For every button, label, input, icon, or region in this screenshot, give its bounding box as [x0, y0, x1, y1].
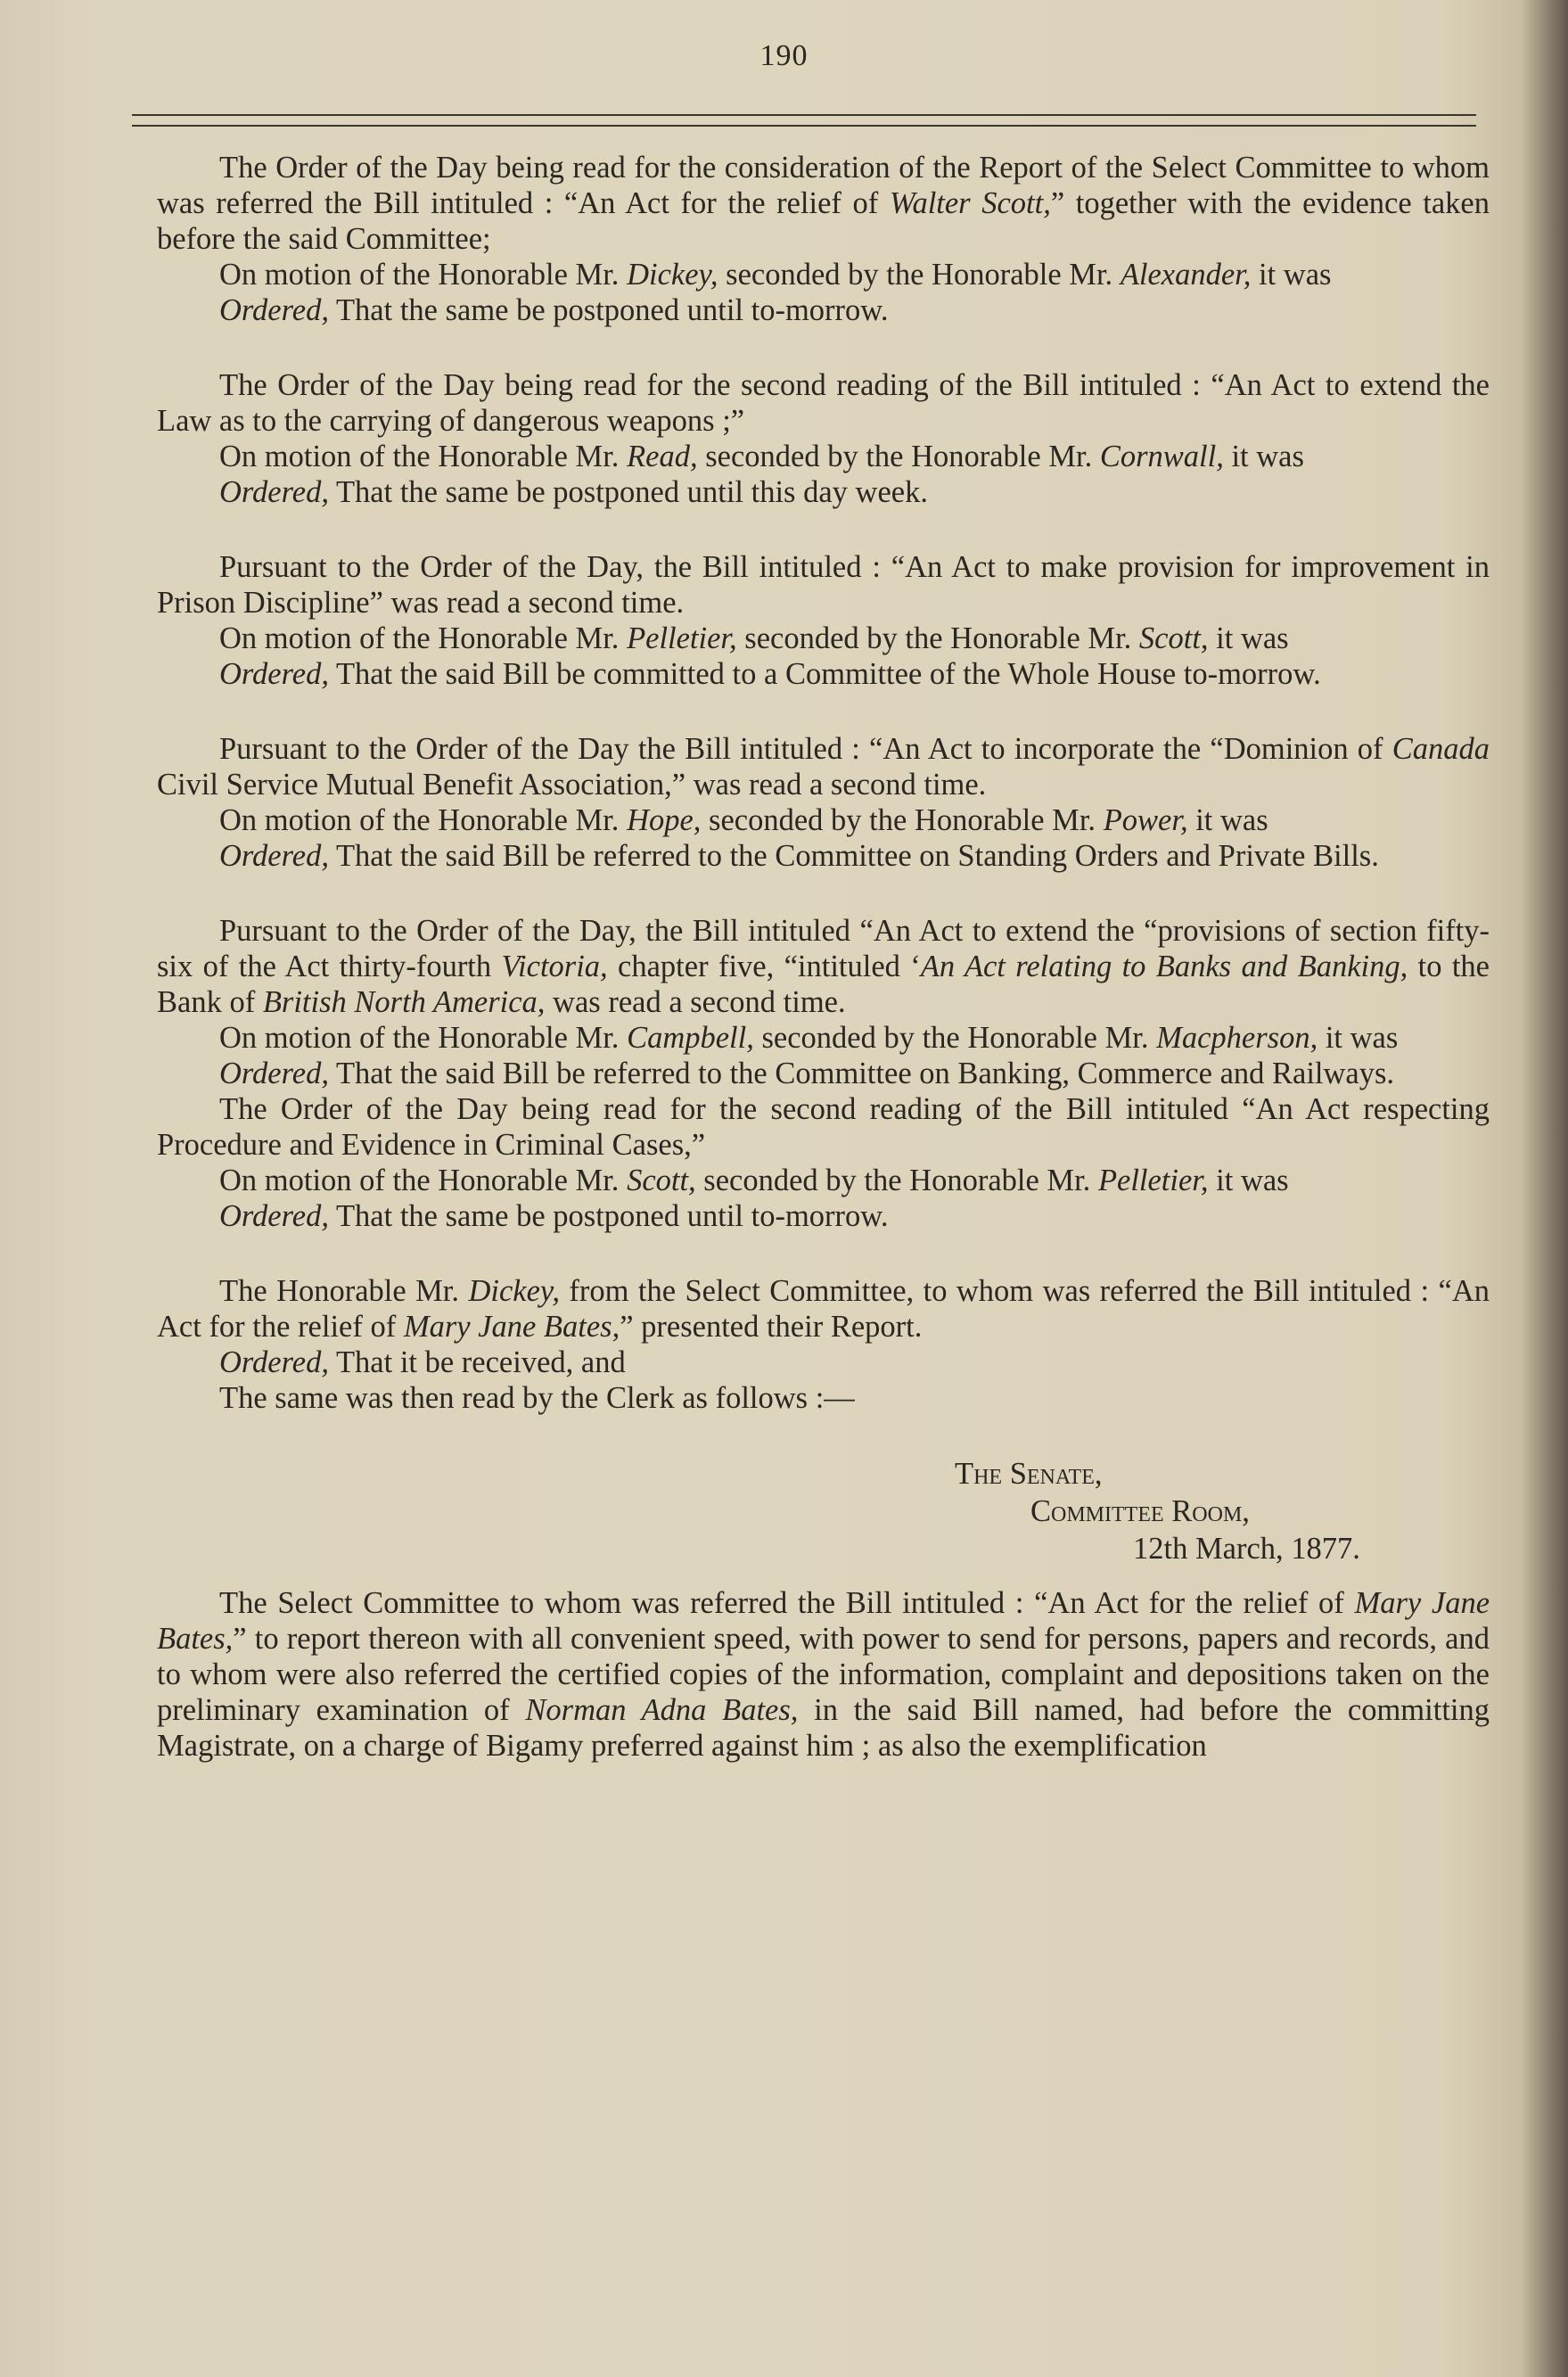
signature-senate: The Senate,	[955, 1457, 1103, 1491]
paragraph: On motion of the Honorable Mr. Scott, seconded by the Honorable Mr. Pelletier, it was	[219, 1164, 1289, 1197]
ordered-paragraph: Ordered, That the said Bill be referred to the Committee on Standing Orders and Private Bills.	[219, 839, 1379, 873]
paragraph: The Order of the Day being read for the second reading of the Bill intituled : “An Act to extend the Law as to the carrying of dangerous weapons ;”	[157, 368, 1490, 438]
paragraph: The Order of the Day being read for the second reading of the Bill intituled “An Act respecting Procedure and Evidence in Criminal Cases,”	[157, 1092, 1490, 1162]
paragraph: The same was then read by the Clerk as follows :—	[219, 1381, 855, 1415]
proceedings	[157, 150, 1490, 1416]
ordered-paragraph: Ordered, That it be received, and	[219, 1345, 626, 1379]
paragraph: Pursuant to the Order of the Day, the Bill intituled “An Act to extend the “provisions of section fifty-six of the Act thirty-fourth Victoria, chapter five, “intituled ‘An Act relating to Banks and Banking, to the Bank of British North America, was read a second time.	[157, 914, 1490, 1019]
ordered-paragraph: Ordered, That the said Bill be committed to a Committee of the Whole House to-morrow.	[219, 657, 1321, 691]
header-rule-bottom	[132, 125, 1476, 127]
page-number: 190	[759, 39, 809, 72]
signature-block	[157, 1455, 1490, 1567]
paragraph: On motion of the Honorable Mr. Read, seconded by the Honorable Mr. Cornwall, it was	[219, 440, 1304, 473]
ordered-paragraph: Ordered, That the said Bill be referred to the Committee on Banking, Commerce and Railways.	[219, 1057, 1395, 1090]
ordered-paragraph: Ordered, That the same be postponed until to-morrow.	[219, 1199, 889, 1233]
paragraph: On motion of the Honorable Mr. Hope, seconded by the Honorable Mr. Power, it was	[219, 803, 1268, 837]
paragraph: The Order of the Day being read for the consideration of the Report of the Select Committee to whom was referred the Bill intituled : “An Act for the relief of Walter Scott,” together with the evidence taken before the said Committee;	[157, 151, 1490, 256]
paragraph: On motion of the Honorable Mr. Campbell, seconded by the Honorable Mr. Macpherson, it was	[219, 1021, 1399, 1055]
header-rule-top	[132, 114, 1476, 116]
signature-date: 12th March, 1877.	[1133, 1532, 1360, 1566]
journal-text	[157, 150, 1490, 1764]
paragraph: Pursuant to the Order of the Day the Bill intituled : “An Act to incorporate the “Dominion of Canada Civil Service Mutual Benefit Association,” was read a second time.	[157, 732, 1490, 802]
ordered-paragraph: Ordered, That the same be postponed until to-morrow.	[219, 293, 889, 327]
ordered-paragraph: Ordered, That the same be postponed until this day week.	[219, 475, 928, 509]
paragraph: The Honorable Mr. Dickey, from the Select Committee, to whom was referred the Bill intituled : “An Act for the relief of Mary Jane Bates,” presented their Report.	[157, 1274, 1490, 1344]
paragraph: On motion of the Honorable Mr. Pelletier, seconded by the Honorable Mr. Scott, it was	[219, 621, 1289, 655]
paragraph: Pursuant to the Order of the Day, the Bill intituled : “An Act to make provision for improvement in Prison Discipline” was read a second time.	[157, 550, 1490, 620]
signature-committee-room: Committee Room,	[1030, 1494, 1250, 1528]
paragraph: On motion of the Honorable Mr. Dickey, seconded by the Honorable Mr. Alexander, it was	[219, 258, 1332, 292]
committee-report-paragraph: The Select Committee to whom was referred the Bill intituled : “An Act for the relief of Mary Jane Bates,” to report thereon with all convenient speed, with power to send for persons, papers and records, and to whom were also referred the certified copies of the information, complaint and depositions taken on the preliminary examination of Norman Adna Bates, in the said Bill named, had before the committing Magistrate, on a charge of Bigamy preferred against him ; as also the exemplification	[157, 1586, 1490, 1763]
